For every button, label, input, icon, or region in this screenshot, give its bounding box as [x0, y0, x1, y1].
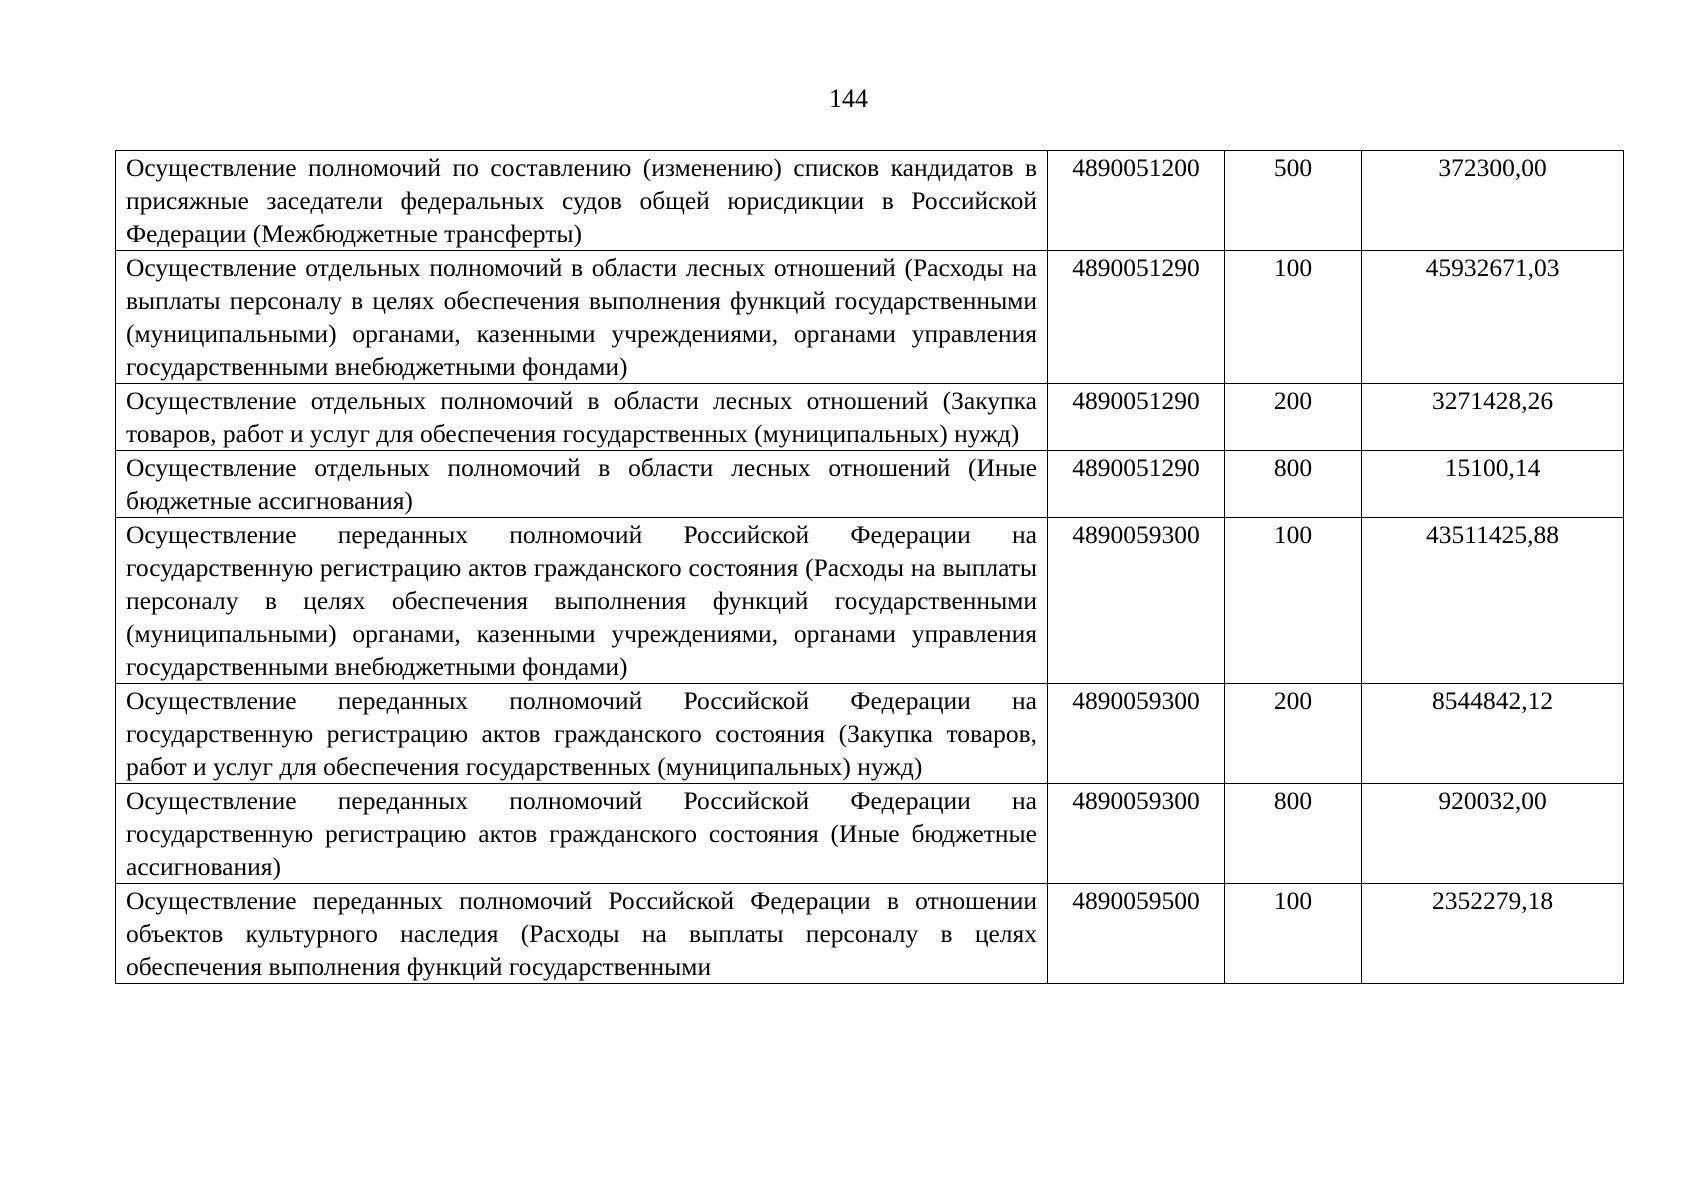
row-type: 100 — [1225, 518, 1362, 684]
table-row — [116, 251, 1624, 384]
table-row — [116, 518, 1624, 684]
row-type: 500 — [1225, 151, 1362, 251]
row-sum: 2352279,18 — [1362, 884, 1624, 984]
row-type: 800 — [1225, 784, 1362, 884]
row-type: 200 — [1225, 384, 1362, 451]
row-sum: 43511425,88 — [1362, 518, 1624, 684]
row-sum: 372300,00 — [1362, 151, 1624, 251]
budget-table-body — [116, 151, 1624, 984]
row-sum: 8544842,12 — [1362, 684, 1624, 784]
row-sum: 920032,00 — [1362, 784, 1624, 884]
row-type: 800 — [1225, 451, 1362, 518]
row-type: 200 — [1225, 684, 1362, 784]
row-sum: 3271428,26 — [1362, 384, 1624, 451]
budget-table — [115, 150, 1624, 984]
row-code: 4890059300 — [1048, 784, 1225, 884]
row-type: 100 — [1225, 884, 1362, 984]
row-name: Осуществление переданных полномочий Российской Федерации на государственную регистрацию актов гражданского состояния (Иные бюджетные ассигнования) — [116, 784, 1048, 884]
page-number: 144 — [829, 84, 868, 113]
row-type: 100 — [1225, 251, 1362, 384]
table-row — [116, 384, 1624, 451]
row-code: 4890059500 — [1048, 884, 1225, 984]
row-code: 4890051290 — [1048, 384, 1225, 451]
row-name: Осуществление полномочий по составлению (изменению) списков кандидатов в присяжные заседатели федеральных судов общей юрисдикции в Российской Федерации (Межбюджетные трансферты) — [116, 151, 1048, 251]
row-name: Осуществление переданных полномочий Российской Федерации в отношении объектов культурного наследия (Расходы на выплаты персоналу в целях обеспечения выполнения функций государственными — [116, 884, 1048, 984]
row-code: 4890059300 — [1048, 518, 1225, 684]
table-row — [116, 451, 1624, 518]
row-code: 4890059300 — [1048, 684, 1225, 784]
row-name: Осуществление отдельных полномочий в области лесных отношений (Расходы на выплаты персоналу в целях обеспечения выполнения функций государственными (муниципальными) органами, казенными учреждениями, органами управления государственными внебюджетными фондами) — [116, 251, 1048, 384]
row-code: 4890051290 — [1048, 251, 1225, 384]
row-code: 4890051200 — [1048, 151, 1225, 251]
row-name: Осуществление отдельных полномочий в области лесных отношений (Иные бюджетные ассигнования) — [116, 451, 1048, 518]
row-name: Осуществление переданных полномочий Российской Федерации на государственную регистрацию актов гражданского состояния (Закупка товаров, работ и услуг для обеспечения государственных (муниципальных) нужд) — [116, 684, 1048, 784]
row-name: Осуществление переданных полномочий Российской Федерации на государственную регистрацию актов гражданского состояния (Расходы на выплаты персоналу в целях обеспечения выполнения функций государственными (муниципальными) органами, казенными учреждениями, органами управления государственными внебюджетными фондами) — [116, 518, 1048, 684]
table-row — [116, 884, 1624, 984]
row-sum: 15100,14 — [1362, 451, 1624, 518]
row-name: Осуществление отдельных полномочий в области лесных отношений (Закупка товаров, работ и услуг для обеспечения государственных (муниципальных) нужд) — [116, 384, 1048, 451]
table-row — [116, 784, 1624, 884]
row-sum: 45932671,03 — [1362, 251, 1624, 384]
row-code: 4890051290 — [1048, 451, 1225, 518]
table-row — [116, 151, 1624, 251]
table-row — [116, 684, 1624, 784]
